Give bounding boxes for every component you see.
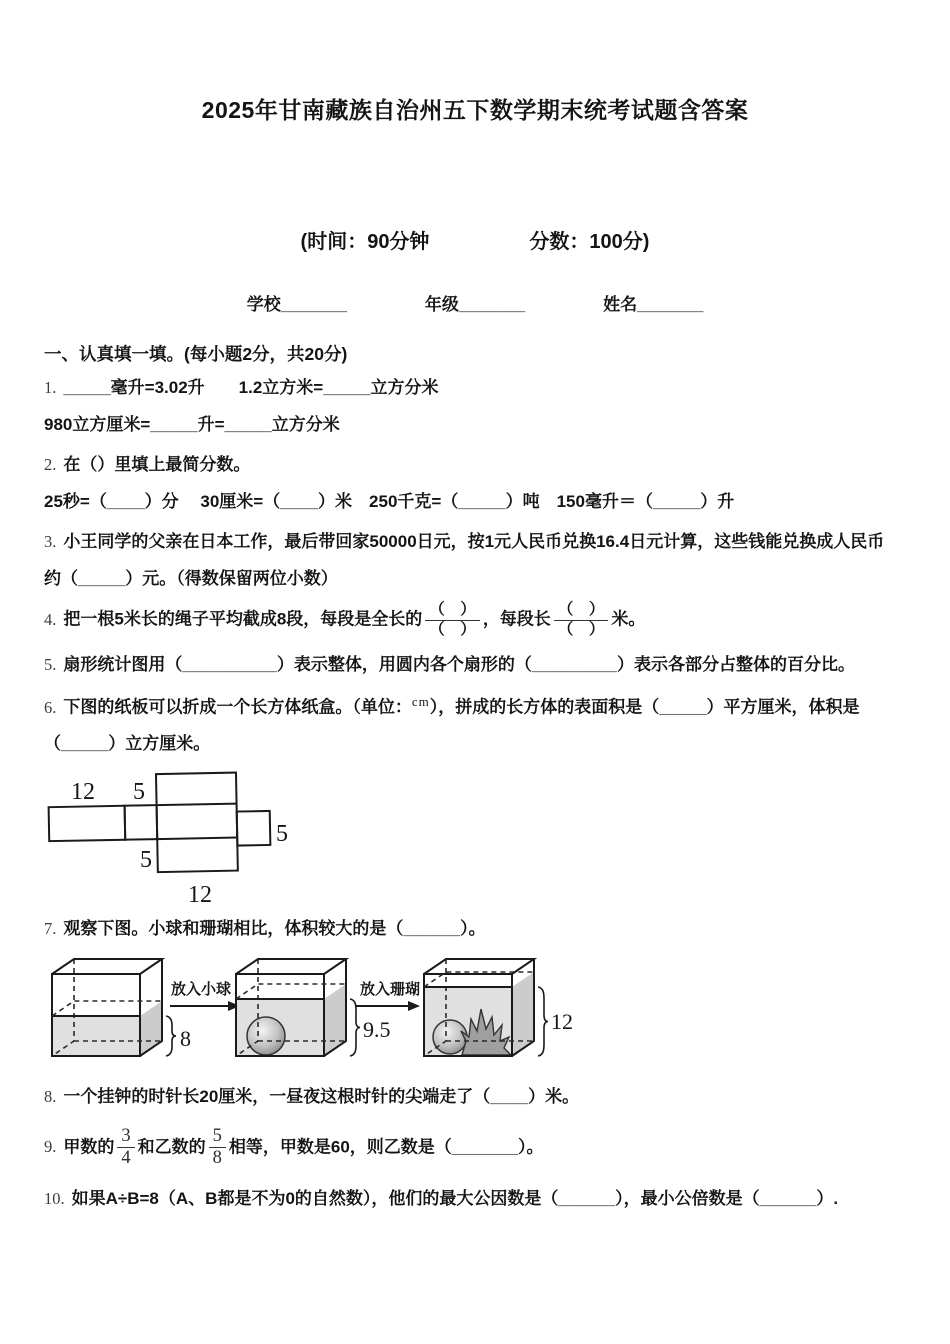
tank-2-level-label: 9.5 [363, 1017, 391, 1043]
student-fields [44, 290, 906, 315]
box-net-diagram [42, 767, 906, 909]
tank-3 [424, 959, 534, 1056]
question-9-mid: 和乙数的 [137, 1137, 206, 1157]
fraction-denominator: 8 [212, 1148, 222, 1169]
question-10-text: 如果A÷B=8（A、B都是不为0的自然数），他们的最大公因数是（______），最小公倍数是（______）. [71, 1189, 839, 1209]
net-label-5-right: 5 [276, 820, 288, 847]
question-7-text: 观察下图。小球和珊瑚相比，体积较大的是（______）。 [63, 918, 486, 938]
ball [247, 1017, 285, 1055]
question-3 [44, 524, 906, 597]
question-4-number: 4. [44, 609, 57, 629]
exam-meta-line: (时间：90分钟 分数：100分) [300, 231, 650, 253]
question-5 [44, 647, 906, 684]
fraction-numerator: （ ） [425, 601, 480, 621]
question-9-suffix: 相等，甲数是60，则乙数是（_______）。 [228, 1137, 544, 1157]
fraction-denominator: （ ） [557, 620, 605, 638]
net-face-small [125, 805, 158, 840]
tank-top [236, 959, 346, 974]
ball [433, 1020, 467, 1054]
tank-svg [44, 951, 579, 1073]
net-divider-bottom [157, 837, 237, 839]
question-2 [44, 447, 906, 520]
brace-icon [538, 987, 548, 1056]
net-label-12-top: 12 [71, 778, 95, 805]
fraction-numerator: （ ） [554, 601, 609, 621]
question-6-part1: 下图的纸板可以折成一个长方体纸盒。（单位： [63, 697, 412, 717]
unit-cm-superscript: cm [411, 694, 430, 710]
question-7 [44, 911, 906, 948]
fraction-five-eighths [209, 1126, 226, 1170]
tank-top [424, 959, 534, 974]
question-10 [44, 1181, 906, 1218]
net-face-column [156, 772, 238, 872]
box-net-svg [42, 767, 332, 909]
section-heading: 一、认真填一填。(每小题2分，共20分) [44, 344, 348, 364]
grade-field: 年级_______ [424, 295, 526, 314]
school-field: 学校_______ [246, 295, 347, 314]
net-label-12-bottom: 12 [188, 881, 212, 908]
question-6-part2: ），拼成的长方体的表面积是（_____）平方厘米，体积是 [429, 697, 860, 717]
arrow-2-head [408, 1001, 420, 1011]
question-8-number: 8. [44, 1087, 57, 1107]
question-4-suffix: 米。 [611, 609, 646, 629]
fraction-numerator: 3 [117, 1126, 134, 1148]
question-7-number: 7. [44, 918, 57, 938]
question-6-line2: （_____）立方厘米。 [44, 734, 211, 754]
tank-top [52, 959, 162, 974]
question-4-prefix: 把一根5米长的绳子平均截成8段，每段是全长的 [63, 609, 423, 629]
fraction-three-fourths [117, 1126, 134, 1170]
question-9-prefix: 甲数的 [63, 1137, 115, 1157]
question-9-number: 9. [44, 1137, 57, 1157]
fraction-blank [554, 601, 609, 639]
tank-1-level-label: 8 [180, 1026, 191, 1052]
question-8 [44, 1079, 906, 1116]
question-3-line1: 小王同学的父亲在日本工作，最后带回家50000日元，按1元人民币兑换16.4日元计算，这些钱能兑换成人民币 [63, 532, 885, 552]
net-face-right [237, 811, 271, 846]
question-5-text: 扇形统计图用（__________）表示整体，用圆内各个扇形的（_________）表示各部分占整体的百分比。 [63, 655, 856, 675]
tank-1 [52, 959, 162, 1056]
fraction-blank [425, 601, 480, 639]
question-10-number: 10. [44, 1189, 65, 1209]
net-face-left [49, 805, 126, 840]
question-1 [44, 370, 906, 443]
question-3-number: 3. [44, 532, 57, 552]
brace-icon [350, 999, 360, 1056]
water [52, 1016, 140, 1056]
net-label-5-bottom: 5 [140, 846, 152, 873]
question-4-mid: ，每段长 [482, 609, 551, 629]
tank-diagram [44, 951, 906, 1073]
question-4 [44, 601, 906, 639]
question-6 [44, 688, 906, 763]
arrow-1-label: 放入小球 [170, 981, 232, 999]
question-6-number: 6. [44, 697, 57, 717]
fraction-denominator: （ ） [429, 620, 476, 638]
question-1-number: 1. [44, 378, 57, 397]
fraction-denominator: 4 [121, 1148, 131, 1169]
question-5-number: 5. [44, 655, 57, 675]
question-2-line1: 在（）里填上最简分数。 [63, 455, 251, 475]
brace-icon [166, 1016, 176, 1056]
question-2-line2: 25秒=（____）分 30厘米=（____）米 250千克=（_____）吨 150毫升＝（_____）升 [44, 491, 735, 511]
tank-3-level-label: 12 [551, 1009, 573, 1035]
page-title: 2025年甘南藏族自治州五下数学期末统考试题含答案 [201, 97, 749, 123]
question-8-text: 一个挂钟的时针长20厘米，一昼夜这根时针的尖端走了（____）米。 [63, 1087, 580, 1107]
question-1-line1: _____毫升=3.02升 1.2立方米=_____立方分米 [63, 378, 439, 397]
arrow-2-label: 放入珊瑚 [359, 981, 421, 999]
question-9 [44, 1126, 906, 1170]
net-label-5-top: 5 [133, 778, 145, 805]
question-2-number: 2. [44, 455, 57, 475]
name-field: 姓名_______ [603, 295, 704, 314]
question-3-line2: 约（_____）元。（得数保留两位小数） [44, 568, 338, 588]
fraction-numerator: 5 [209, 1126, 226, 1148]
water-side [324, 984, 346, 1056]
question-1-line2: 980立方厘米=_____升=_____立方分米 [44, 414, 340, 434]
net-divider-top [157, 803, 237, 805]
tank-2 [236, 959, 346, 1056]
